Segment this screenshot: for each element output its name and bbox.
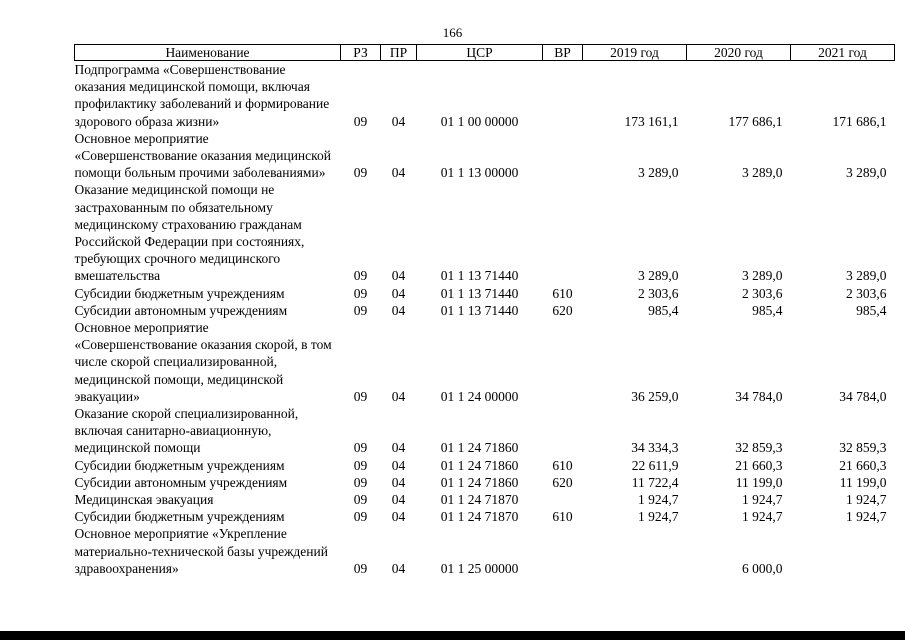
- row-pr: 04: [391, 268, 406, 284]
- row-rz: 09: [353, 388, 368, 404]
- header-2021: 2021 год: [791, 45, 895, 61]
- table-row: [75, 319, 895, 405]
- row-2020: 3 289,0: [742, 165, 783, 181]
- row-name: Субсидии бюджетным учреждениям: [74, 509, 285, 525]
- bottom-rule: [0, 631, 905, 640]
- row-pr: 04: [391, 165, 406, 181]
- row-pr: 04: [391, 560, 406, 576]
- row-2020: 11 199,0: [735, 474, 783, 490]
- row-2019: 1 924,7: [638, 492, 679, 508]
- row-vr: 620: [552, 302, 573, 318]
- row-vr: 610: [552, 457, 573, 473]
- table-row: [75, 181, 895, 284]
- row-pr: 04: [391, 388, 406, 404]
- row-rz: 09: [353, 509, 368, 525]
- row-2019: 34 334,3: [631, 440, 679, 456]
- row-vr: [543, 491, 583, 508]
- header-2020: 2020 год: [687, 45, 791, 61]
- row-rz: 09: [353, 113, 368, 129]
- row-2020: 2 303,6: [742, 285, 783, 301]
- table-header-row: [75, 45, 895, 61]
- row-2021: [791, 525, 895, 577]
- table-row: [75, 405, 895, 457]
- row-2020: 177 686,1: [728, 113, 783, 129]
- row-pr: 04: [391, 302, 406, 318]
- row-2020: 985,4: [752, 302, 783, 318]
- row-pr: 04: [391, 474, 406, 490]
- row-csr: 01 1 24 00000: [440, 388, 519, 404]
- row-2021: 171 686,1: [832, 113, 887, 129]
- row-vr: 610: [552, 509, 573, 525]
- row-2019: 22 611,9: [631, 457, 679, 473]
- row-2020: 1 924,7: [742, 492, 783, 508]
- table-row: [75, 61, 895, 130]
- table-row: [75, 130, 895, 182]
- header-csr: ЦСР: [417, 45, 543, 61]
- row-rz: 09: [353, 457, 368, 473]
- row-2021: 1 924,7: [846, 492, 887, 508]
- row-2021: 34 784,0: [839, 388, 887, 404]
- row-2021: 21 660,3: [839, 457, 887, 473]
- row-2019: 173 161,1: [624, 113, 679, 129]
- row-name: Медицинская эвакуация: [74, 492, 214, 508]
- header-pr: ПР: [381, 45, 417, 61]
- row-csr: 01 1 13 00000: [440, 165, 519, 181]
- header-vr: ВР: [543, 45, 583, 61]
- row-name: Субсидии бюджетным учреждениям: [74, 285, 285, 301]
- row-pr: 04: [391, 285, 406, 301]
- row-csr: 01 1 13 71440: [440, 302, 519, 318]
- row-rz: 09: [353, 474, 368, 490]
- row-name: Оказание медицинской помощи не застрахованным по обязательному медицинскому страхованию гражданам Российской Федерации при состояниях, требующих срочного медицинского вмешательства: [74, 182, 305, 284]
- row-name: Субсидии бюджетным учреждениям: [74, 457, 285, 473]
- row-csr: 01 1 24 71870: [440, 492, 519, 508]
- header-name: Наименование: [75, 45, 341, 61]
- row-2021: 985,4: [856, 302, 887, 318]
- row-vr: [543, 61, 583, 130]
- budget-table: [74, 44, 895, 577]
- row-2021: 11 199,0: [839, 474, 887, 490]
- row-vr: [543, 319, 583, 405]
- row-2020: 34 784,0: [735, 388, 783, 404]
- row-csr: 01 1 13 71440: [440, 285, 519, 301]
- row-vr: [543, 525, 583, 577]
- row-vr: [543, 181, 583, 284]
- row-2020: 21 660,3: [735, 457, 783, 473]
- row-pr: 04: [391, 492, 406, 508]
- row-2019: 3 289,0: [638, 268, 679, 284]
- row-csr: 01 1 24 71870: [440, 509, 519, 525]
- row-rz: 09: [353, 285, 368, 301]
- row-name: Субсидии автономным учреждениям: [74, 474, 288, 490]
- table-row: [75, 474, 895, 491]
- row-2021: 2 303,6: [846, 285, 887, 301]
- row-2019: [583, 525, 687, 577]
- row-rz: 09: [353, 492, 368, 508]
- row-csr: 01 1 24 71860: [440, 440, 519, 456]
- row-2021: 32 859,3: [839, 440, 887, 456]
- row-vr: [543, 130, 583, 182]
- row-rz: 09: [353, 302, 368, 318]
- row-csr: 01 1 00 00000: [440, 113, 519, 129]
- row-vr: [543, 405, 583, 457]
- row-2021: 3 289,0: [846, 165, 887, 181]
- row-vr: 620: [552, 474, 573, 490]
- row-rz: 09: [353, 560, 368, 576]
- row-2020: 3 289,0: [742, 268, 783, 284]
- page-number: 166: [442, 25, 463, 40]
- header-2019: 2019 год: [583, 45, 687, 61]
- row-2020: 32 859,3: [735, 440, 783, 456]
- row-csr: 01 1 13 71440: [440, 268, 519, 284]
- header-rz: РЗ: [341, 45, 381, 61]
- row-rz: 09: [353, 268, 368, 284]
- row-pr: 04: [391, 509, 406, 525]
- row-csr: 01 1 25 00000: [440, 560, 519, 576]
- row-2021: 3 289,0: [846, 268, 887, 284]
- row-name: Основное мероприятие «Укрепление материально-технической базы учреждений здравоохранения»: [74, 526, 328, 576]
- row-pr: 04: [391, 457, 406, 473]
- table-row: [75, 525, 895, 577]
- table-row: [75, 457, 895, 474]
- row-rz: 09: [353, 440, 368, 456]
- row-rz: 09: [353, 165, 368, 181]
- row-csr: 01 1 24 71860: [440, 457, 519, 473]
- row-name: Основное мероприятие «Совершенствование оказания скорой, в том числе скорой специализированной, медицинской помощи, медицинской эвакуации»: [74, 320, 332, 404]
- row-vr: 610: [552, 285, 573, 301]
- row-2019: 985,4: [648, 302, 679, 318]
- row-pr: 04: [391, 113, 406, 129]
- row-2019: 1 924,7: [638, 509, 679, 525]
- row-2019: 36 259,0: [631, 388, 679, 404]
- row-name: Основное мероприятие «Совершенствование оказания медицинской помощи больным прочими заболеваниями»: [74, 130, 331, 181]
- row-2019: 3 289,0: [638, 165, 679, 181]
- row-2019: 2 303,6: [638, 285, 679, 301]
- row-2021: 1 924,7: [846, 509, 887, 525]
- row-2020: 1 924,7: [742, 509, 783, 525]
- row-name: Подпрограмма «Совершенствование оказания медицинской помощи, включая профилактику заболеваний и формирование здорового образа жизни»: [74, 62, 330, 129]
- row-name: Субсидии автономным учреждениям: [74, 302, 288, 318]
- row-csr: 01 1 24 71860: [440, 474, 519, 490]
- table-row: [75, 491, 895, 508]
- table-row: [75, 302, 895, 319]
- table-row: [75, 508, 895, 525]
- row-name: Оказание скорой специализированной, включая санитарно-авиационную, медицинской помощи: [74, 406, 299, 456]
- row-2019: 11 722,4: [631, 474, 679, 490]
- row-pr: 04: [391, 440, 406, 456]
- row-2020: 6 000,0: [742, 560, 783, 576]
- table-row: [75, 285, 895, 302]
